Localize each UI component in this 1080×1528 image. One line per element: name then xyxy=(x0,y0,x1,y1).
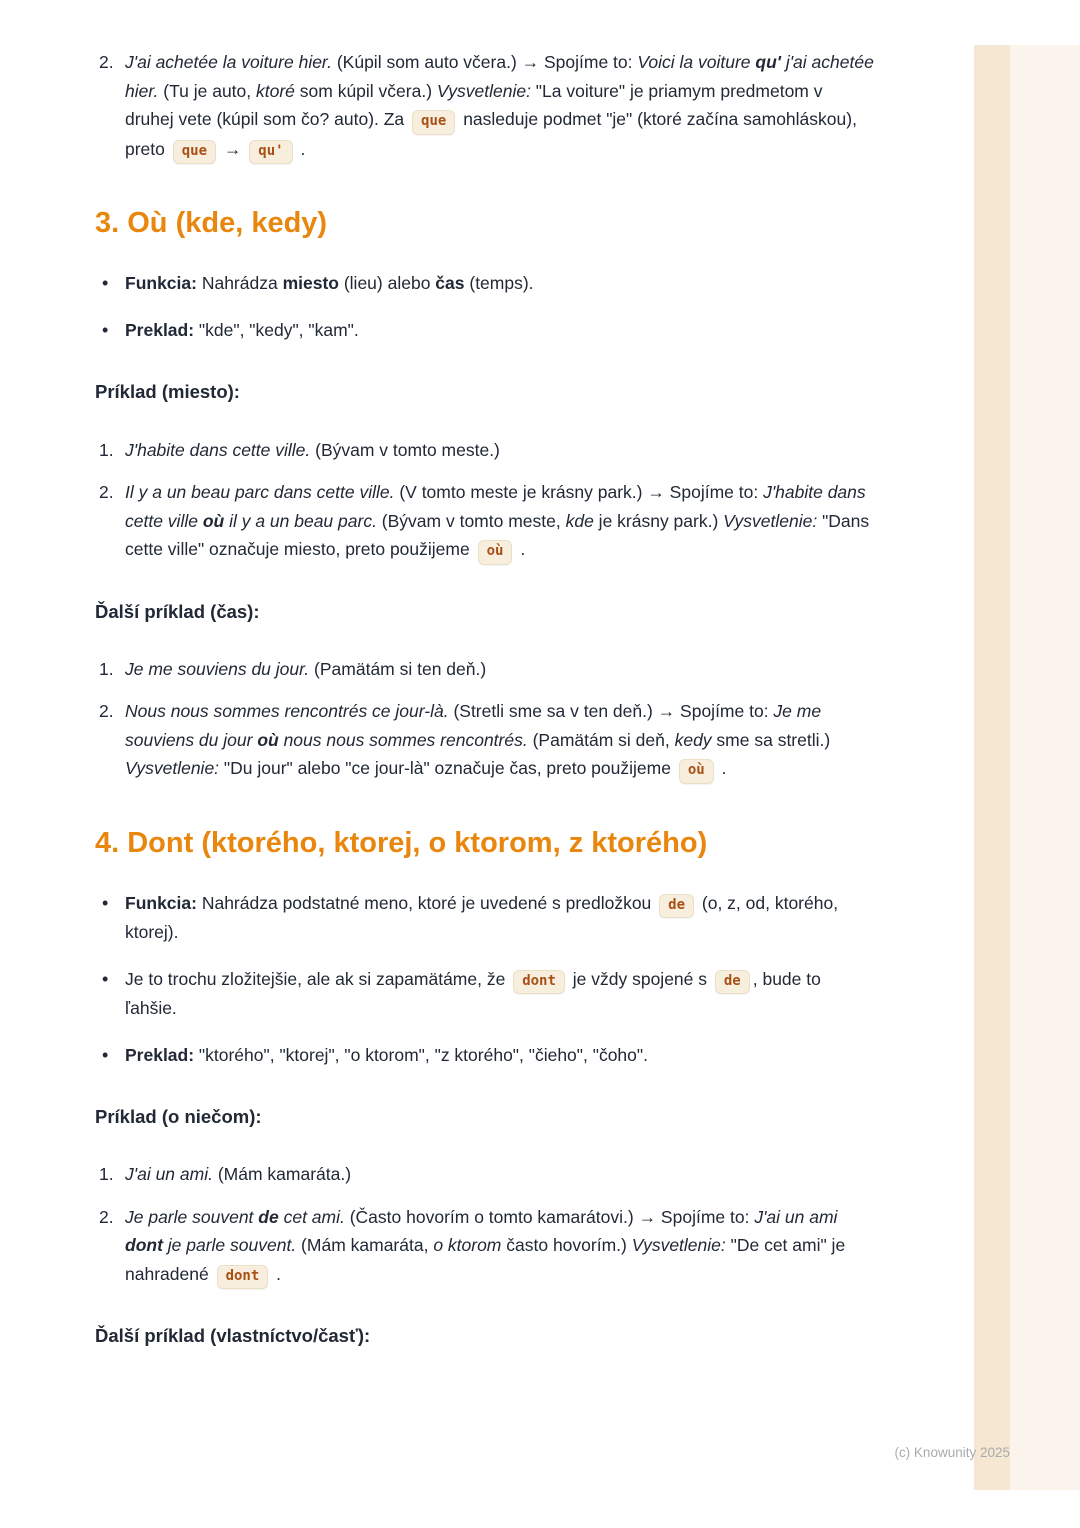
text-run: (Často hovorím o tomto kamarátovi.) → Spojíme to: xyxy=(344,1206,755,1227)
example-list-continued xyxy=(95,48,875,164)
text-run: (Pamätám si deň, xyxy=(527,729,675,750)
text-run: (o, z, od, ktorého, ktorej). xyxy=(125,892,839,943)
inline-code-badge: de xyxy=(659,894,694,919)
bullet-item xyxy=(95,889,875,947)
text-run: Je parle souvent xyxy=(125,1206,259,1227)
text-run: Vysvetlenie: xyxy=(631,1235,726,1256)
text-run: (Mám kamaráta, xyxy=(296,1235,434,1256)
text-run: . xyxy=(295,138,306,159)
document-content xyxy=(95,48,875,1379)
section3-bullet-list xyxy=(95,269,875,346)
text-run: "La voiture" je priamym predmetom v druhej vete (kúpil som čo? auto). Za xyxy=(125,80,823,130)
text-run: Je me souviens du jour. xyxy=(125,658,310,679)
list-item-marker: 2. xyxy=(99,701,114,722)
bullet-text xyxy=(125,1041,875,1070)
page-edge-background xyxy=(1010,45,1080,1490)
text-run: Je to trochu zložitejšie, ale ak si zapamätáme, že xyxy=(125,968,511,989)
text-run: "Dans cette ville" označuje miesto, preto použijeme xyxy=(125,510,870,560)
text-run: . xyxy=(716,758,727,779)
bullet-icon: • xyxy=(102,968,109,989)
text-run: Il y a un beau parc dans cette ville. xyxy=(125,482,395,503)
text-run: Nahrádza podstatné meno, ktoré je uvedené s predložkou xyxy=(196,892,657,913)
bullet-item xyxy=(95,269,875,298)
subheading-priklad-miesto: Príklad (miesto): xyxy=(95,381,240,403)
text-run: où xyxy=(202,510,225,531)
inline-code-badge: dont xyxy=(217,1265,269,1290)
subheading-dalsi-priklad-vlastnictvo: Ďalší príklad (vlastníctvo/časť): xyxy=(95,1325,371,1347)
text-run: často hovorím.) xyxy=(501,1235,632,1256)
text-run: (temps). xyxy=(464,272,534,293)
section-heading-dont: 4. Dont (ktorého, ktorej, o ktorom, z ktorého) xyxy=(95,826,708,859)
text-run: "De cet ami" je nahradené xyxy=(125,1235,846,1284)
text-run: Vysvetlenie: xyxy=(723,510,818,531)
text-run: J'ai achetée la voiture hier. xyxy=(125,52,332,72)
text-run: (Bývam v tomto meste, xyxy=(376,510,566,531)
list-item-text xyxy=(125,478,875,565)
list-item-marker: 1. xyxy=(99,439,114,460)
text-run: qu' xyxy=(755,52,781,72)
list-item-text xyxy=(125,48,875,164)
text-run: Funkcia: xyxy=(125,272,197,293)
watermark-copyright: (c) Knowunity 2025 xyxy=(894,1445,1010,1460)
text-run: Voici la voiture xyxy=(637,52,756,72)
text-run: (Kúpil som auto včera.) → Spojíme to: xyxy=(331,52,638,72)
bullet-text xyxy=(125,965,875,1023)
list-item-text xyxy=(125,697,875,784)
text-run: (Stretli sme sa v ten deň.) → Spojíme to: xyxy=(448,701,774,722)
inline-code-badge: que xyxy=(412,110,455,135)
text-run: je parle souvent. xyxy=(162,1235,297,1256)
text-run: nous nous sommes rencontrés. xyxy=(278,729,528,750)
list-item xyxy=(95,697,875,784)
list-item-text xyxy=(125,1160,875,1189)
list-item xyxy=(95,1203,875,1290)
bullet-icon: • xyxy=(102,892,109,913)
text-run: il y a un beau parc. xyxy=(224,510,377,531)
text-run: Vysvetlenie: xyxy=(436,80,531,101)
list-item xyxy=(95,478,875,565)
text-run: j'ai achetée hier. xyxy=(125,52,874,101)
inline-code-badge: de xyxy=(715,970,750,995)
text-run: ktoré xyxy=(256,80,295,101)
text-run: miesto xyxy=(282,272,339,293)
text-run: Funkcia: xyxy=(125,892,197,913)
text-run: , bude to ľahšie. xyxy=(125,968,821,1019)
text-run: Preklad: xyxy=(125,320,195,341)
text-run: J'habite dans cette ville xyxy=(125,482,866,531)
list-item xyxy=(95,655,875,684)
text-run: J'ai un ami. xyxy=(125,1164,213,1185)
list-item xyxy=(95,48,875,164)
text-run: kedy xyxy=(674,729,712,750)
list-item-marker: 2. xyxy=(99,52,114,72)
list-item-marker: 2. xyxy=(99,482,114,503)
subheading-priklad-o-niecom: Príklad (o niečom): xyxy=(95,1106,262,1128)
inline-code-badge: dont xyxy=(513,970,565,995)
text-run: "Du jour" alebo "ce jour-là" označuje čas, preto použijeme xyxy=(219,758,676,779)
text-run: (Bývam v tomto meste.) xyxy=(310,439,500,460)
text-run: kde xyxy=(565,510,594,531)
text-run: Nous nous sommes rencontrés ce jour-là. xyxy=(125,701,449,722)
section4-example-list-1 xyxy=(95,1160,875,1289)
inline-code-badge: qu' xyxy=(249,140,292,165)
subheading-dalsi-priklad-cas: Ďalší príklad (čas): xyxy=(95,600,260,622)
text-run: cet ami. xyxy=(278,1206,345,1227)
text-run: de xyxy=(258,1206,279,1227)
text-run: (lieu) alebo xyxy=(338,272,436,293)
text-run: o ktorom xyxy=(433,1235,502,1256)
text-run: (V tomto meste je krásny park.) → Spojíme to: xyxy=(394,482,764,503)
text-run: dont xyxy=(125,1235,163,1256)
list-item xyxy=(95,1160,875,1189)
section4-bullet-list xyxy=(95,889,875,1070)
text-run: nasleduje podmet "je" (ktoré začína samohláskou), preto xyxy=(125,109,857,159)
text-run: Vysvetlenie: xyxy=(125,758,220,779)
section-heading-ou: 3. Où (kde, kedy) xyxy=(95,207,328,240)
text-run: Preklad: xyxy=(125,1044,195,1065)
list-item-marker: 1. xyxy=(99,1164,114,1185)
inline-code-badge: que xyxy=(173,140,216,165)
text-run: (Tu je auto, xyxy=(158,80,256,101)
text-run: (Mám kamaráta.) xyxy=(212,1164,352,1185)
bullet-text xyxy=(125,889,875,947)
bullet-icon: • xyxy=(102,320,109,341)
list-item-text xyxy=(125,436,875,465)
text-run: . xyxy=(515,539,526,560)
text-run: J'ai un ami xyxy=(754,1206,838,1227)
inline-code-badge: où xyxy=(679,759,714,784)
list-item-text xyxy=(125,1203,875,1290)
bullet-item xyxy=(95,1041,875,1070)
text-run: "kde", "kedy", "kam". xyxy=(194,320,359,341)
list-item-marker: 1. xyxy=(99,658,114,679)
bullet-item xyxy=(95,965,875,1023)
text-run: Je me souviens du jour xyxy=(125,701,822,750)
text-run: čas xyxy=(435,272,465,293)
text-run: som kúpil včera.) xyxy=(294,80,437,101)
section3-example-list-2 xyxy=(95,655,875,784)
text-run: → xyxy=(219,138,247,159)
bullet-icon: • xyxy=(102,272,109,293)
text-run: . xyxy=(271,1263,282,1284)
list-item xyxy=(95,436,875,465)
text-run: (Pamätám si ten deň.) xyxy=(309,658,487,679)
bullet-text xyxy=(125,269,875,298)
section3-example-list-1 xyxy=(95,436,875,565)
page-edge-strip xyxy=(974,45,1010,1490)
inline-code-badge: où xyxy=(478,540,513,565)
text-run: où xyxy=(257,729,279,750)
text-run: Nahrádza xyxy=(196,272,283,293)
bullet-icon: • xyxy=(102,1044,109,1065)
text-run: sme sa stretli.) xyxy=(711,729,831,750)
text-run: J'habite dans cette ville. xyxy=(125,439,311,460)
text-run: "ktorého", "ktorej", "o ktorom", "z ktorého", "čieho", "čoho". xyxy=(194,1044,648,1065)
bullet-text xyxy=(125,316,875,345)
list-item-text xyxy=(125,655,875,684)
list-item-marker: 2. xyxy=(99,1206,114,1227)
text-run: je vždy spojené s xyxy=(567,968,712,989)
text-run: je krásny park.) xyxy=(593,510,724,531)
bullet-item xyxy=(95,316,875,345)
